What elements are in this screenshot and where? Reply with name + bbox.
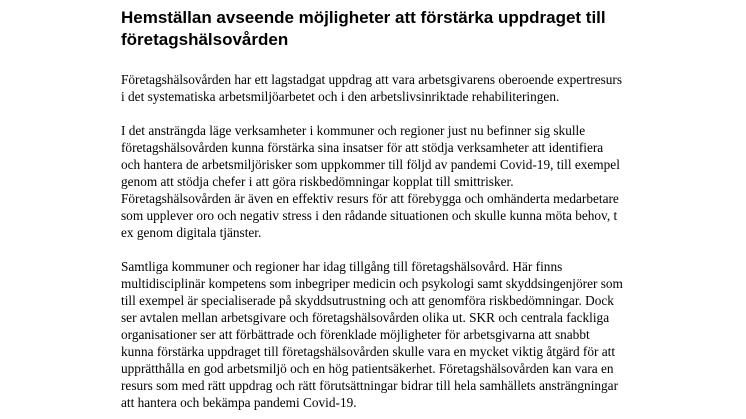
text-line: till exempel är specialiserade på skyddsutrustning och att genomföra riskbedömningar. Dock [121, 293, 614, 308]
text-line: Företagshälsovården har ett lagstadgat uppdrag att vara arbetsgivarens oberoende expertresurs [121, 72, 623, 87]
text-line: och hantera de arbetsmiljörisker som uppkommer till följd av pandemi Covid-19, till exempel [121, 157, 620, 172]
text-line: att hantera och bekämpa pandemi Covid-19. [121, 395, 357, 410]
text-line: multidisciplinär kompetens som inbegriper medicin och psykologi samt skyddsingenjörer som [121, 276, 623, 291]
text-line: upprätthålla en god arbetsmiljö och en hög patientsäkerhet. Företagshälsovården kan vara en [121, 361, 614, 376]
text-line: som upplever oro och negativ stress i den rådande situationen och skulle kunna möta behov, t [121, 208, 618, 223]
text-line: ex genom digitala tjänster. [121, 225, 262, 240]
paragraph-situation [121, 122, 681, 241]
document-title [121, 7, 681, 51]
paragraph-spacer [121, 241, 681, 258]
text-line: ser avtalen mellan arbetsgivare och företagshälsovården olika ut. SKR och centrala fackliga [121, 310, 610, 325]
text-line: företagshälsovården kunna förstärka sina insatser för att stödja verksamheter att identifiera [121, 140, 604, 155]
paragraph-intro [121, 71, 681, 105]
text-line: i det systematiska arbetsmiljöarbetet och i den arbetslivsinriktade rehabiliteringen. [121, 89, 560, 104]
text-line: Företagshälsovården är även en effektiv resurs för att förebygga och omhänderta medarbetare [121, 191, 619, 206]
text-line: kunna förstärka uppdraget till företagshälsovården skulle vara en mycket viktig åtgärd för att [121, 344, 616, 359]
document-page [121, 7, 681, 411]
title-line: företagshälsovården [121, 30, 289, 49]
text-line: resurs som med rätt uppdrag och rätt förutsättningar bidrar till hela samhällets ansträngningar [121, 378, 619, 393]
text-line: organisationer ser att förbättrade och förenklade möjligheter för arbetsgivarna att snabbt [121, 327, 590, 342]
title-line: Hemställan avseende möjligheter att förstärka uppdraget till [121, 8, 606, 27]
paragraph-spacer [121, 105, 681, 122]
paragraph-access [121, 258, 681, 411]
text-line: genom att stödja chefer i att göra riskbedömningar kopplat till smittrisker. [121, 174, 514, 189]
text-line: I det ansträngda läge verksamheter i kommuner och regioner just nu befinner sig skulle [121, 123, 586, 138]
text-line: Samtliga kommuner och regioner har idag tillgång till företagshälsovård. Här finns [121, 259, 563, 274]
